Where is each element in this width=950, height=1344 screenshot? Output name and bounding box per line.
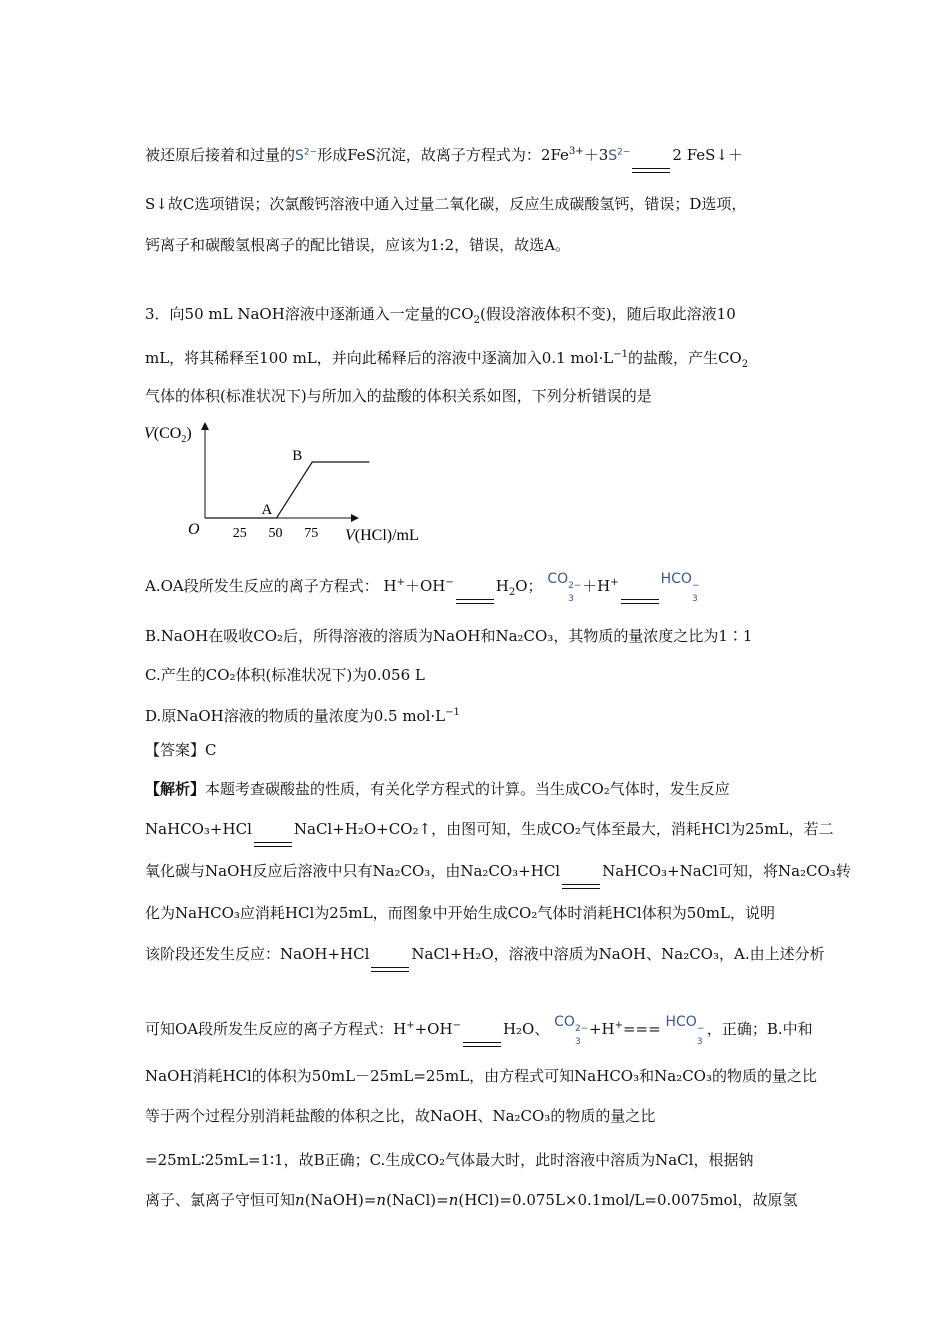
text-fragment: 被还原后接着和过量的 (145, 146, 296, 164)
superscript: + (614, 1020, 623, 1031)
text-line-1 (145, 142, 743, 166)
question-3-line-2 (145, 345, 748, 375)
x-axis-label: V(HCl)/mL (345, 527, 419, 544)
text-fragment: ＋3 (583, 146, 609, 164)
superscript: + (610, 577, 619, 588)
answer-line: 【答案】C (145, 741, 217, 759)
explanation-line-8: 等于两个过程分别消耗盐酸的体积之比，故NaOH、Na₂CO₃的物质的量之比 (145, 1107, 656, 1125)
explanation-label: 【解析】 (145, 780, 206, 798)
italic-n: n (448, 1191, 459, 1209)
option-c: C.产生的CO₂体积(标准状况下)为0.056 L (145, 666, 425, 684)
x-tick-label-50: 50 (268, 526, 283, 541)
text-fragment: +H (588, 1020, 615, 1038)
text-fragment: ＋H (582, 577, 611, 595)
origin-label: O (188, 521, 200, 538)
text-fragment: D.原NaOH溶液的物质的量浓度为0.5 mol·L (145, 707, 446, 725)
option-b: B.NaOH在吸收CO₂后，所得溶液的溶质为NaOH和Na₂CO₃，其物质的量浓度之比为1∶1 (145, 627, 753, 645)
superscript: − (452, 1020, 461, 1031)
series-line (205, 462, 369, 518)
bicarbonate-ion: HCO − 3 (660, 571, 700, 604)
explanation-line-9: =25mL∶25mL=1∶1，故B正确；C.生成CO₂气体最大时，此时溶液中溶质为NaCl，根据钠 (145, 1151, 754, 1169)
charge-sup: 3+ (568, 146, 584, 157)
text-fragment: NaCl+H₂O，溶液中溶质为NaOH、Na₂CO₃，A.由上述分析 (411, 945, 825, 963)
text-fragment: (HCl)=0.075L×0.1mol/L=0.0075mol，故原氢 (458, 1191, 798, 1209)
bicarbonate-ion: HCO − 3 (665, 1014, 705, 1047)
superscript: + (396, 577, 405, 588)
sulfide-ion: $S^{2-}$ (295, 147, 318, 164)
explanation-line-6 (145, 1014, 813, 1047)
text-fragment: (NaOH)= (304, 1191, 377, 1209)
co2-volume-chart (140, 418, 440, 548)
text-fragment: A.OA段所发生反应的离子方程式： H (145, 577, 397, 595)
explanation-line-2 (145, 819, 834, 839)
superscript: −1 (445, 707, 460, 718)
explanation-line-1 (145, 779, 730, 799)
text-fragment: +OH (414, 1020, 453, 1038)
text-fragment: NaCl+H₂O+CO₂↑，由图可知，生成CO₂气体至最大，消耗HCl为25mL，若二 (293, 820, 834, 838)
subscript: 2 (741, 359, 749, 370)
text-fragment: 可知OA段所发生反应的离子方程式：H (145, 1020, 407, 1038)
explanation-line-7: NaOH消耗HCl的体积为50mL－25mL=25mL，由方程式可知NaHCO₃和Na₂CO₃的物质的量之比 (145, 1067, 817, 1085)
sulfide-ion: $S^{2-}$ (608, 147, 631, 164)
text-fragment: 形成FeS沉淀，故离子方程式为：2Fe (317, 146, 569, 164)
subscript: 2 (473, 315, 480, 326)
text-fragment: 本题考查碳酸盐的性质，有关化学方程式的计算。当生成CO₂气体时，发生反应 (205, 780, 730, 798)
question-3-line-3: 气体的体积(标准状况下)与所加入的盐酸的体积关系如图，下列分析错误的是 (145, 387, 652, 405)
option-a (145, 573, 702, 603)
carbonate-ion: CO 2− 3 (547, 571, 582, 604)
y-axis-label: $V(CO_2)$ (144, 425, 192, 445)
option-d (145, 703, 460, 726)
superscript: + (406, 1020, 415, 1031)
text-fragment: (假设溶液体积不变)，随后取此溶液10 (479, 305, 736, 323)
text-fragment: mL，将其稀释至100 mL，并向此稀释后的溶液中逐滴加入0.1 mol·L (145, 349, 614, 367)
point-label-A: A (261, 502, 273, 518)
x-tick-label-25: 25 (232, 526, 247, 541)
question-number: 3． (145, 305, 170, 323)
text-fragment: === (622, 1020, 661, 1038)
text-fragment: H (495, 577, 509, 595)
carbonate-ion: CO 2− 3 (554, 1014, 589, 1047)
point-labels (262, 448, 303, 518)
x-tick-labels (233, 526, 319, 541)
text-fragment: NaHCO₃+NaCl可知，将Na₂CO₃转 (602, 862, 851, 880)
superscript: − (445, 577, 454, 588)
explanation-line-10 (145, 1190, 798, 1210)
question-3-line-1 (145, 304, 736, 331)
text-fragment: 该阶段还发生反应：NaOH+HCl (145, 945, 370, 963)
text-fragment: ＋OH (404, 577, 446, 595)
text-fragment: H₂O、 (502, 1020, 550, 1038)
explanation-line-5 (145, 944, 825, 964)
text-fragment: NaHCO₃+HCl (145, 820, 252, 838)
text-fragment: ，正确；B.中和 (706, 1020, 813, 1038)
text-line-2: S↓故C选项错误；次氯酸钙溶液中通入过量二氧化碳，反应生成碳酸氢钙，错误；D选项， (145, 195, 747, 213)
text-fragment: 的盐酸，产生CO (627, 349, 742, 367)
italic-n: n (376, 1191, 387, 1209)
subscript: 2 (508, 587, 516, 598)
superscript: −1 (613, 349, 628, 360)
text-line-3: 钙离子和碳酸氢根离子的配比错误，应该为1:2，错误，故选A。 (145, 236, 570, 254)
x-tick-label-75: 75 (304, 526, 319, 541)
point-label-B: B (292, 448, 303, 464)
text-fragment: O； (515, 577, 543, 595)
text-fragment: 氧化碳与NaOH反应后溶液中只有Na₂CO₃，由Na₂CO₃+HCl (145, 862, 561, 880)
text-fragment: 向50 mL NaOH溶液中逐渐通入一定量的CO (169, 305, 474, 323)
text-fragment: 2 FeS↓＋ (672, 146, 744, 164)
text-fragment: (NaCl)= (386, 1191, 449, 1209)
explanation-line-4: 化为NaHCO₃应消耗HCl为25mL，而图象中开始生成CO₂气体时消耗HCl体积为50mL，说明 (145, 904, 775, 922)
explanation-line-3 (145, 861, 851, 881)
italic-n: n (295, 1191, 305, 1209)
text-fragment: 离子、氯离子守恒可知 (145, 1191, 296, 1209)
